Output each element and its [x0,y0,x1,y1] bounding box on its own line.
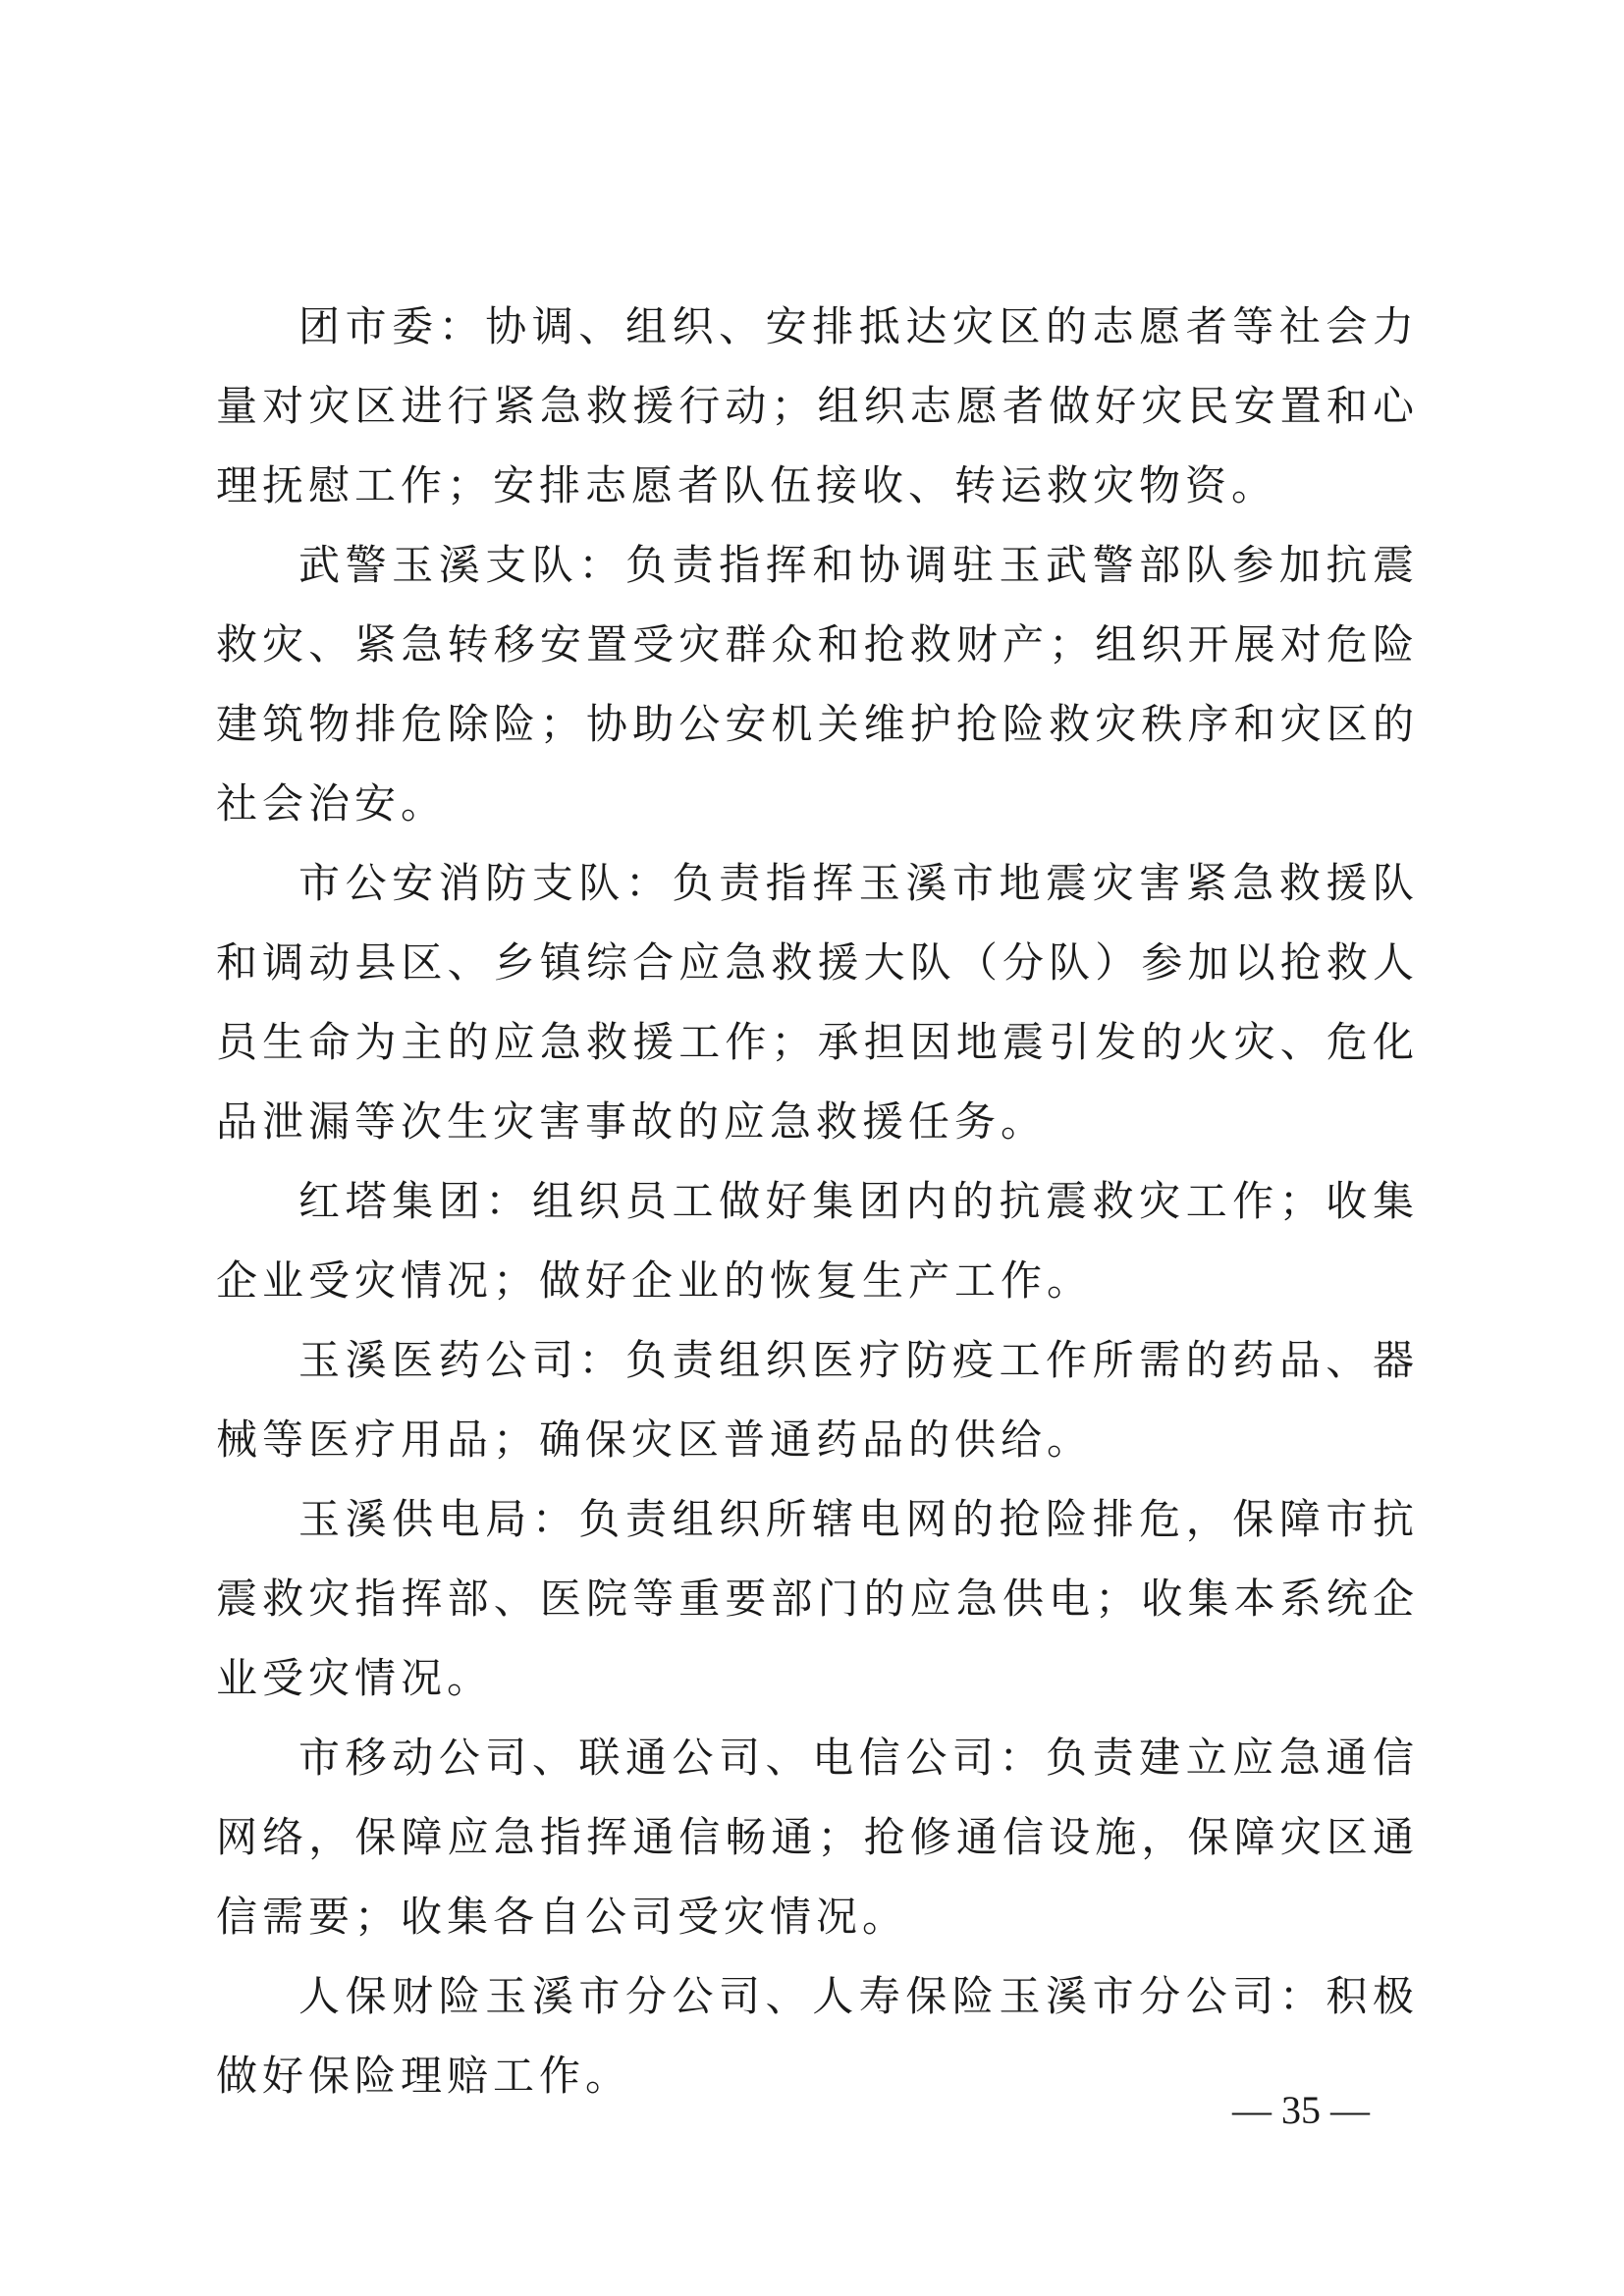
paragraph-hongta: 红塔集团：组织员工做好集团内的抗震救灾工作；收集企业受灾情况；做好企业的恢复生产工作。 [216,1177,1419,1305]
paragraph-yiyao: 玉溪医药公司：负责组织医疗防疫工作所需的药品、器械等医疗用品；确保灾区普通药品的供给。 [216,1336,1419,1464]
paragraph-wujing: 武警玉溪支队：负责指挥和协调驻玉武警部队参加抗震救灾、紧急转移安置受灾群众和抢救财产；组织开展对危险建筑物排危除险；协助公安机关维护抢险救灾秩序和灾区的社会治安。 [216,541,1419,828]
paragraph-gongdian: 玉溪供电局：负责组织所辖电网的抢险排危，保障市抗震救灾指挥部、医院等重要部门的应急供电；收集本系统企业受灾情况。 [216,1495,1419,1702]
paragraph-xiaofang: 市公安消防支队：负责指挥玉溪市地震灾害紧急救援队和调动县区、乡镇综合应急救援大队（分队）参加以抢救人员生命为主的应急救援工作；承担因地震引发的火灾、危化品泄漏等次生灾害事故的应急救援任务。 [216,859,1419,1146]
paragraph-tuanshiwei: 团市委：协调、组织、安排抵达灾区的志愿者等社会力量对灾区进行紧急救援行动；组织志愿者做好灾民安置和心理抚慰工作；安排志愿者队伍接收、转运救灾物资。 [216,302,1419,509]
paragraph-tongxin: 市移动公司、联通公司、电信公司：负责建立应急通信网络，保障应急指挥通信畅通；抢修通信设施，保障灾区通信需要；收集各自公司受灾情况。 [216,1734,1419,1941]
paragraph-baoxian: 人保财险玉溪市分公司、人寿保险玉溪市分公司：积极做好保险理赔工作。 [216,1972,1419,2100]
page-number: — 35 — [1232,2088,1370,2132]
body-text [216,287,1419,2115]
